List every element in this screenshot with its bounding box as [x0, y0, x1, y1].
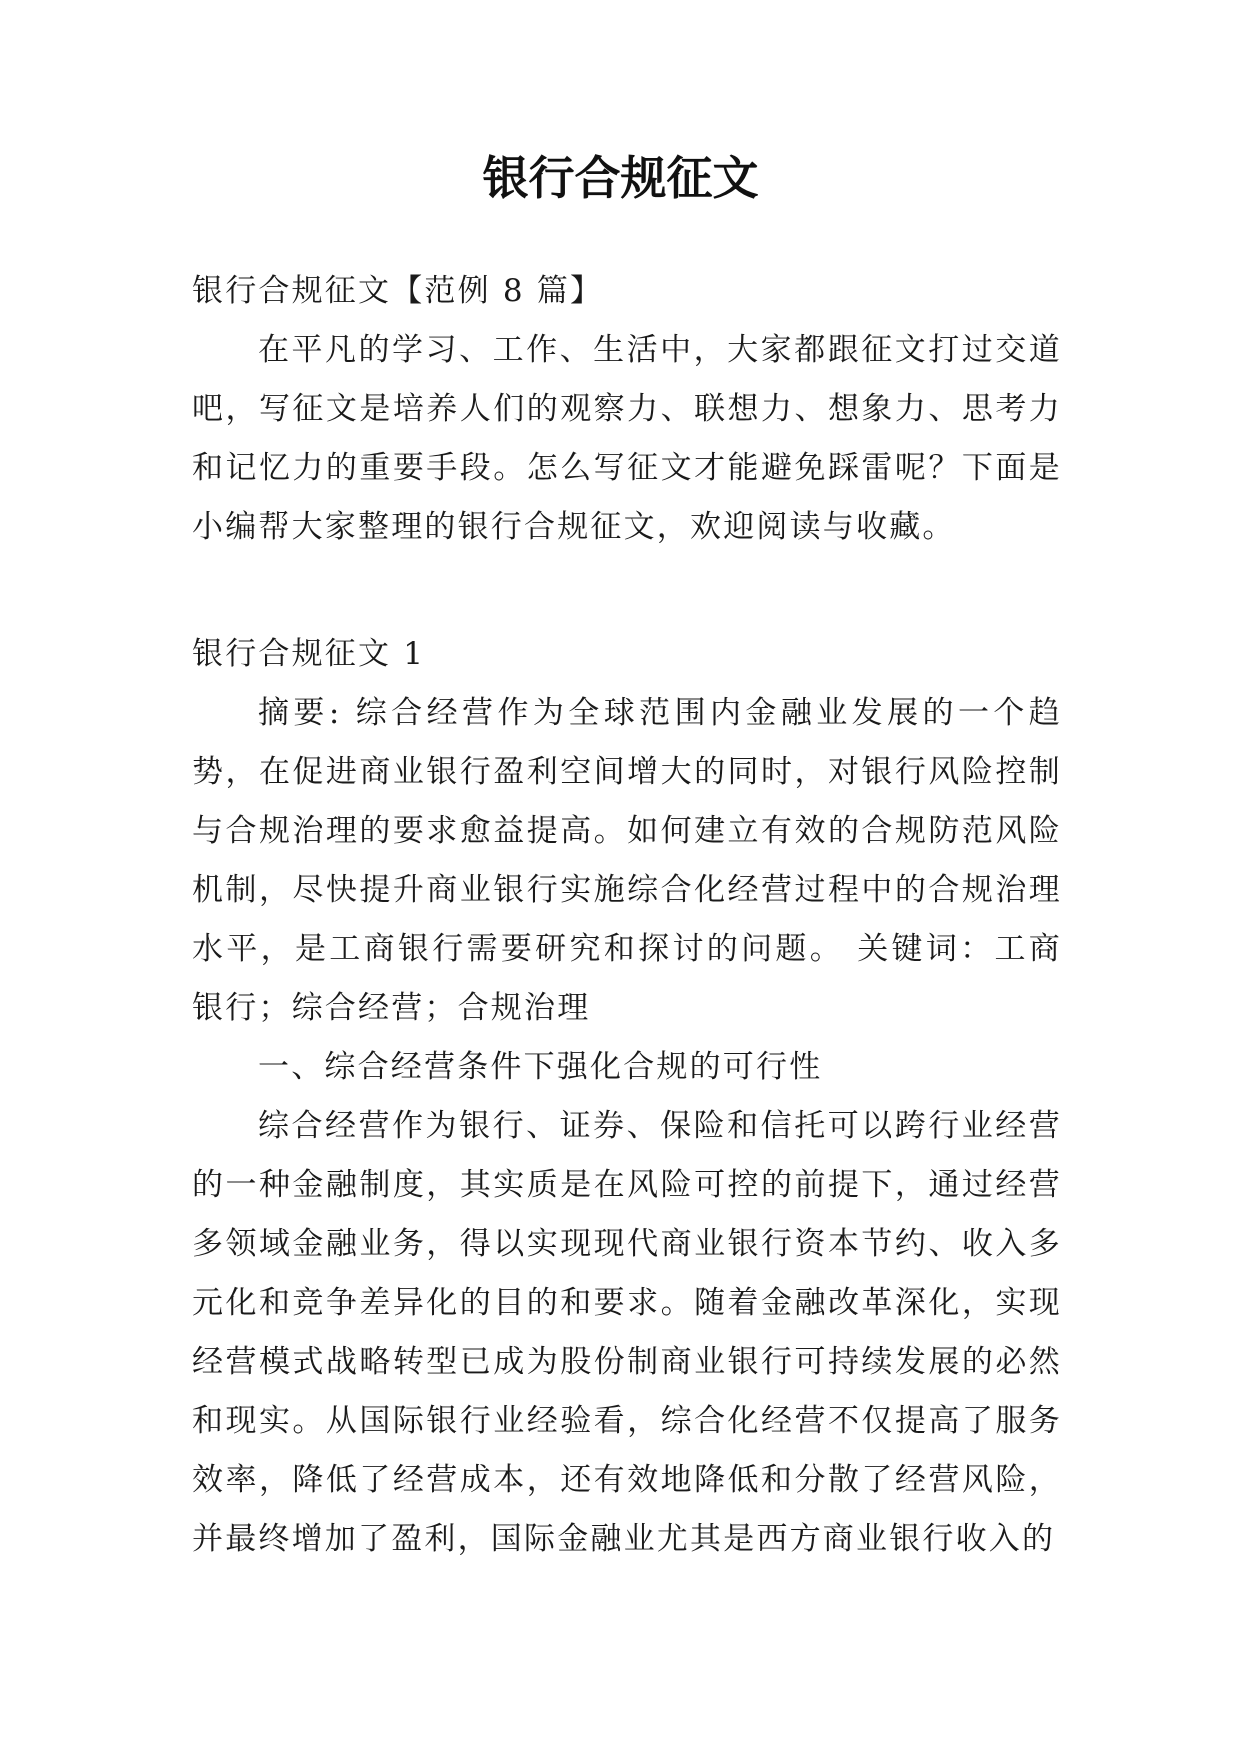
- section-spacer: [192, 557, 1062, 625]
- subsection-heading: 一、综合经营条件下强化合规的可行性: [258, 1049, 823, 1085]
- intro-paragraph: 在平凡的学习、工作、生活中，大家都跟征文打过交道吧，写征文是培养人们的观察力、联想力、想象力、思考力和记忆力的重要手段。怎么写征文才能避免踩雷呢？下面是小编帮大家整理的银行合规征文，欢迎阅读与收藏。: [192, 332, 1062, 545]
- body-paragraph: 综合经营作为银行、证券、保险和信托可以跨行业经营的一种金融制度，其实质是在风险可控的前提下，通过经营多领域金融业务，得以实现现代商业银行资本节约、收入多元化和竞争差异化的目的和要求。随着金融改革深化，实现经营模式战略转型已成为股份制商业银行可持续发展的必然和现实。从国际银行业经验看，综合化经营不仅提高了服务效率，降低了经营成本，还有效地降低和分散了经营风险，并最终增加了盈利，国际金融业尤其是西方商业银行收入的: [192, 1108, 1062, 1557]
- abstract-paragraph: 摘要: 综合经营作为全球范围内金融业发展的一个趋势，在促进商业银行盈利空间增大的同时，对银行风险控制与合规治理的要求愈益提高。如何建立有效的合规防范风险机制，尽快提升商业银行实施综合化经营过程中的合规治理水平，是工商银行需要研究和探讨的问题。 关键词：工商银行；综合经营；合规治理: [192, 695, 1062, 1026]
- document-body: [192, 262, 1062, 1569]
- document-title: 银行合规征文: [482, 151, 759, 205]
- document-subtitle: 银行合规征文【范例 8 篇】: [192, 273, 604, 309]
- section-heading: 银行合规征文 1: [192, 636, 426, 672]
